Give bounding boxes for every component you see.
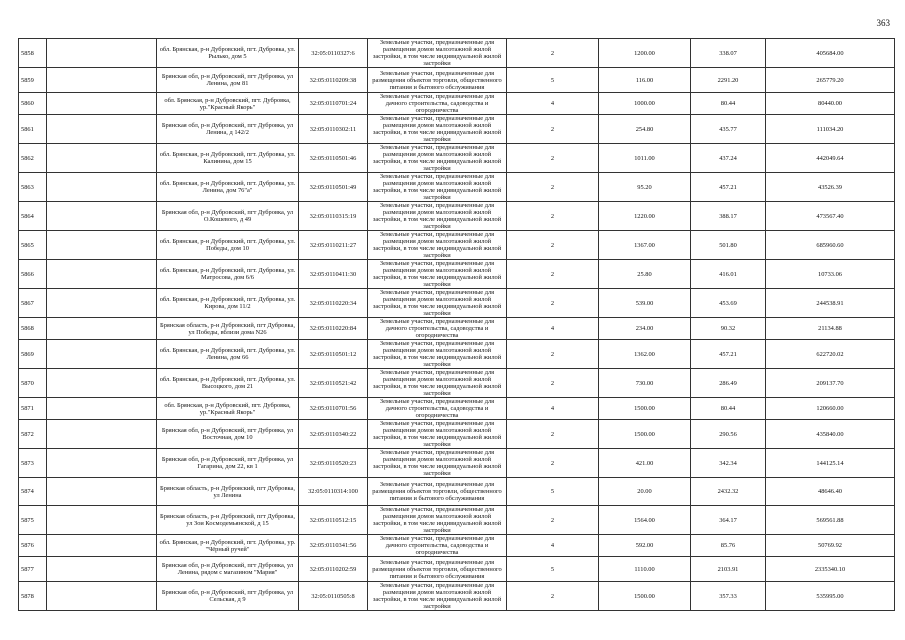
specific-value-cell: 338.07 (691, 39, 766, 68)
row-number-cell: 5861 (19, 115, 47, 144)
address-cell: обл. Брянская, р-н Дубровский, пгт. Дубровка, ул. Высоцкого, дом 21 (157, 369, 299, 398)
land-use-cell: Земельные участки, предназначенные для размещения объектов торговли, общественного питания и бытового обслуживания (368, 68, 507, 93)
use-code-cell: 2 (507, 115, 599, 144)
use-code-cell: 5 (507, 478, 599, 506)
area-cell: 234.00 (599, 318, 691, 340)
address-cell: обл. Брянская, р-н Дубровский, пгт. Дубровка, ул. Калинина, дом 15 (157, 144, 299, 173)
cadastral-number-cell: 32:05:0110520:23 (299, 449, 368, 478)
cadastral-value-cell: 435840.00 (766, 420, 895, 449)
cadastral-value-cell: 405684.00 (766, 39, 895, 68)
row-number-cell: 5872 (19, 420, 47, 449)
area-cell: 592.00 (599, 535, 691, 557)
area-cell: 1011.00 (599, 144, 691, 173)
land-use-cell: Земельные участки, предназначенные для размещения домов малоэтажной жилой застройки, в том числе индивидуальной жилой застройки (368, 340, 507, 369)
table-row (19, 202, 895, 231)
cadastral-value-cell: 569561.88 (766, 506, 895, 535)
area-cell: 1500.00 (599, 582, 691, 611)
land-use-cell: Земельные участки, предназначенные для дачного строительства, садоводства и огородничества (368, 318, 507, 340)
address-cell: Брянская область, р-н Дубровский, пгт Дубровка, ул Победы, вблизи дома N26 (157, 318, 299, 340)
table-row (19, 39, 895, 68)
address-cell: Брянская обл, р-н Дубровский, пгт Дубровка, ул Восточная, дом 10 (157, 420, 299, 449)
empty-cell (47, 420, 157, 449)
row-number-cell: 5865 (19, 231, 47, 260)
cadastral-value-cell: 48646.40 (766, 478, 895, 506)
use-code-cell: 2 (507, 289, 599, 318)
empty-cell (47, 173, 157, 202)
land-register-table (18, 38, 895, 611)
specific-value-cell: 435.77 (691, 115, 766, 144)
use-code-cell: 2 (507, 420, 599, 449)
table-row (19, 557, 895, 582)
specific-value-cell: 501.80 (691, 231, 766, 260)
cadastral-value-cell: 535995.00 (766, 582, 895, 611)
empty-cell (47, 68, 157, 93)
specific-value-cell: 342.34 (691, 449, 766, 478)
cadastral-value-cell: 209137.70 (766, 369, 895, 398)
row-number-cell: 5868 (19, 318, 47, 340)
empty-cell (47, 202, 157, 231)
land-use-cell: Земельные участки, предназначенные для размещения домов малоэтажной жилой застройки, в том числе индивидуальной жилой застройки (368, 173, 507, 202)
empty-cell (47, 340, 157, 369)
specific-value-cell: 357.33 (691, 582, 766, 611)
row-number-cell: 5875 (19, 506, 47, 535)
specific-value-cell: 388.17 (691, 202, 766, 231)
cadastral-number-cell: 32:05:0110521:42 (299, 369, 368, 398)
cadastral-number-cell: 32:05:0110411:30 (299, 260, 368, 289)
use-code-cell: 2 (507, 202, 599, 231)
table-row (19, 289, 895, 318)
use-code-cell: 2 (507, 449, 599, 478)
empty-cell (47, 289, 157, 318)
table-row (19, 449, 895, 478)
area-cell: 20.00 (599, 478, 691, 506)
use-code-cell: 5 (507, 557, 599, 582)
land-use-cell: Земельные участки, предназначенные для размещения домов малоэтажной жилой застройки, в том числе индивидуальной жилой застройки (368, 289, 507, 318)
empty-cell (47, 260, 157, 289)
cadastral-number-cell: 32:05:0110327:6 (299, 39, 368, 68)
table-row (19, 260, 895, 289)
address-cell: Брянская область, р-н Дубровский, пгт Дубровка, ул Ленина (157, 478, 299, 506)
empty-cell (47, 557, 157, 582)
land-use-cell: Земельные участки, предназначенные для размещения объектов торговли, общественного питания и бытового обслуживания (368, 557, 507, 582)
table-row (19, 398, 895, 420)
area-cell: 1200.00 (599, 39, 691, 68)
cadastral-value-cell: 120660.00 (766, 398, 895, 420)
cadastral-number-cell: 32:05:0110512:15 (299, 506, 368, 535)
specific-value-cell: 2103.91 (691, 557, 766, 582)
specific-value-cell: 90.32 (691, 318, 766, 340)
row-number-cell: 5866 (19, 260, 47, 289)
use-code-cell: 2 (507, 173, 599, 202)
table-row (19, 68, 895, 93)
area-cell: 25.80 (599, 260, 691, 289)
cadastral-value-cell: 2335340.10 (766, 557, 895, 582)
empty-cell (47, 398, 157, 420)
use-code-cell: 2 (507, 39, 599, 68)
row-number-cell: 5873 (19, 449, 47, 478)
row-number-cell: 5878 (19, 582, 47, 611)
land-use-cell: Земельные участки, предназначенные для дачного строительства, садоводства и огородничества (368, 535, 507, 557)
cadastral-value-cell: 244538.91 (766, 289, 895, 318)
land-use-cell: Земельные участки, предназначенные для размещения домов малоэтажной жилой застройки, в том числе индивидуальной жилой застройки (368, 506, 507, 535)
cadastral-number-cell: 32:05:0110701:56 (299, 398, 368, 420)
specific-value-cell: 2291.20 (691, 68, 766, 93)
address-cell: обл. Брянская, р-н Дубровский, пгт. Дубровка, ул. Кирова, дом 11/2 (157, 289, 299, 318)
table-row (19, 535, 895, 557)
cadastral-number-cell: 32:05:0110211:27 (299, 231, 368, 260)
address-cell: Брянская область, р-н Дубровский, пгт Дубровка, ул Зои Космодемьянской, д 15 (157, 506, 299, 535)
cadastral-value-cell: 111034.20 (766, 115, 895, 144)
cadastral-number-cell: 32:05:0110220:84 (299, 318, 368, 340)
cadastral-value-cell: 21134.88 (766, 318, 895, 340)
page-number: 363 (876, 18, 890, 28)
empty-cell (47, 506, 157, 535)
empty-cell (47, 369, 157, 398)
area-cell: 1110.00 (599, 557, 691, 582)
empty-cell (47, 93, 157, 115)
use-code-cell: 5 (507, 68, 599, 93)
use-code-cell: 4 (507, 398, 599, 420)
land-use-cell: Земельные участки, предназначенные для дачного строительства, садоводства и огородничества (368, 398, 507, 420)
land-use-cell: Земельные участки, предназначенные для размещения домов малоэтажной жилой застройки, в том числе индивидуальной жилой застройки (368, 144, 507, 173)
address-cell: обл. Брянская, р-н Дубровский, пгт. Дубровка, ул. Матросова, дом 6/6 (157, 260, 299, 289)
row-number-cell: 5876 (19, 535, 47, 557)
address-cell: обл. Брянская, р-н Дубровский, пгт. Дубровка, ул. Победы, дом 10 (157, 231, 299, 260)
cadastral-number-cell: 32:05:0110505:8 (299, 582, 368, 611)
land-use-cell: Земельные участки, предназначенные для размещения объектов торговли, общественного питания и бытового обслуживания (368, 478, 507, 506)
specific-value-cell: 80.44 (691, 93, 766, 115)
land-use-cell: Земельные участки, предназначенные для размещения домов малоэтажной жилой застройки, в том числе индивидуальной жилой застройки (368, 115, 507, 144)
empty-cell (47, 115, 157, 144)
table-row (19, 231, 895, 260)
land-use-cell: Земельные участки, предназначенные для размещения домов малоэтажной жилой застройки, в том числе индивидуальной жилой застройки (368, 260, 507, 289)
specific-value-cell: 457.21 (691, 340, 766, 369)
empty-cell (47, 318, 157, 340)
cadastral-number-cell: 32:05:0110209:38 (299, 68, 368, 93)
table-row (19, 420, 895, 449)
row-number-cell: 5877 (19, 557, 47, 582)
table-row (19, 318, 895, 340)
table-row (19, 93, 895, 115)
empty-cell (47, 231, 157, 260)
table-row (19, 582, 895, 611)
empty-cell (47, 39, 157, 68)
land-use-cell: Земельные участки, предназначенные для размещения домов малоэтажной жилой застройки, в том числе индивидуальной жилой застройки (368, 420, 507, 449)
use-code-cell: 2 (507, 582, 599, 611)
row-number-cell: 5870 (19, 369, 47, 398)
row-number-cell: 5864 (19, 202, 47, 231)
cadastral-value-cell: 10733.06 (766, 260, 895, 289)
address-cell: Брянская обл, р-н Дубровский, пгт Дубровка, ул Ленина, д 142/2 (157, 115, 299, 144)
land-use-cell: Земельные участки, предназначенные для размещения домов малоэтажной жилой застройки, в том числе индивидуальной жилой застройки (368, 39, 507, 68)
area-cell: 1500.00 (599, 398, 691, 420)
cadastral-number-cell: 32:05:0110341:56 (299, 535, 368, 557)
table-body (19, 39, 895, 611)
cadastral-number-cell: 32:05:0110501:12 (299, 340, 368, 369)
specific-value-cell: 290.56 (691, 420, 766, 449)
address-cell: Брянская обл, р-н Дубровский, пгт Дубровка, ул Сельская, д 9 (157, 582, 299, 611)
cadastral-number-cell: 32:05:0110701:24 (299, 93, 368, 115)
address-cell: Брянская обл, р-н Дубровский, пгт Дубровка, ул Ленина, рядом с магазином "Мария" (157, 557, 299, 582)
specific-value-cell: 457.21 (691, 173, 766, 202)
specific-value-cell: 80.44 (691, 398, 766, 420)
table-row (19, 478, 895, 506)
address-cell: Брянская обл, р-н Дубровский, пгт Дубровка, ул О.Кошевого, д 49 (157, 202, 299, 231)
area-cell: 1500.00 (599, 420, 691, 449)
area-cell: 1564.00 (599, 506, 691, 535)
specific-value-cell: 453.69 (691, 289, 766, 318)
address-cell: обл. Брянская, р-н Дубровский, пгт. Дубровка, ул. Рылько, дом 5 (157, 39, 299, 68)
cadastral-number-cell: 32:05:0110302:11 (299, 115, 368, 144)
use-code-cell: 2 (507, 260, 599, 289)
use-code-cell: 4 (507, 93, 599, 115)
cadastral-value-cell: 80440.00 (766, 93, 895, 115)
use-code-cell: 2 (507, 340, 599, 369)
area-cell: 1362.00 (599, 340, 691, 369)
area-cell: 539.00 (599, 289, 691, 318)
area-cell: 1220.00 (599, 202, 691, 231)
address-cell: обл. Брянская, р-н Дубровский, пгт. Дубровка, ур."Красный Якорь" (157, 398, 299, 420)
row-number-cell: 5862 (19, 144, 47, 173)
use-code-cell: 2 (507, 369, 599, 398)
empty-cell (47, 535, 157, 557)
table-row (19, 369, 895, 398)
address-cell: обл. Брянская, р-н Дубровский, пгт. Дубровка, ул. Ленина, дом 66 (157, 340, 299, 369)
cadastral-number-cell: 32:05:0110501:46 (299, 144, 368, 173)
row-number-cell: 5860 (19, 93, 47, 115)
area-cell: 1367.00 (599, 231, 691, 260)
row-number-cell: 5874 (19, 478, 47, 506)
empty-cell (47, 144, 157, 173)
land-use-cell: Земельные участки, предназначенные для размещения домов малоэтажной жилой застройки, в том числе индивидуальной жилой застройки (368, 202, 507, 231)
specific-value-cell: 85.76 (691, 535, 766, 557)
cadastral-value-cell: 43526.39 (766, 173, 895, 202)
cadastral-value-cell: 144125.14 (766, 449, 895, 478)
land-use-cell: Земельные участки, предназначенные для размещения домов малоэтажной жилой застройки, в том числе индивидуальной жилой застройки (368, 231, 507, 260)
specific-value-cell: 437.24 (691, 144, 766, 173)
cadastral-number-cell: 32:05:0110501:49 (299, 173, 368, 202)
address-cell: обл. Брянская, р-н Дубровский, пгт. Дубровка, ур."Красный Якорь" (157, 93, 299, 115)
table-row (19, 506, 895, 535)
land-use-cell: Земельные участки, предназначенные для дачного строительства, садоводства и огородничества (368, 93, 507, 115)
table-row (19, 144, 895, 173)
table-row (19, 340, 895, 369)
table-row (19, 173, 895, 202)
empty-cell (47, 478, 157, 506)
row-number-cell: 5863 (19, 173, 47, 202)
area-cell: 1000.00 (599, 93, 691, 115)
address-cell: обл. Брянская, р-н Дубровский, пгт. Дубровка, ул. Ленина, дом 76"а" (157, 173, 299, 202)
use-code-cell: 2 (507, 144, 599, 173)
address-cell: Брянская обл, р-н Дубровский, пгт Дубровка, ул Ленина, дом 81 (157, 68, 299, 93)
area-cell: 116.00 (599, 68, 691, 93)
specific-value-cell: 416.01 (691, 260, 766, 289)
row-number-cell: 5859 (19, 68, 47, 93)
area-cell: 421.00 (599, 449, 691, 478)
empty-cell (47, 582, 157, 611)
specific-value-cell: 286.49 (691, 369, 766, 398)
area-cell: 95.20 (599, 173, 691, 202)
cadastral-number-cell: 32:05:0110315:19 (299, 202, 368, 231)
address-cell: Брянская обл, р-н Дубровский, пгт Дубровка, ул Гагарина, дом 22, кв 1 (157, 449, 299, 478)
table-row (19, 115, 895, 144)
land-use-cell: Земельные участки, предназначенные для размещения домов малоэтажной жилой застройки, в том числе индивидуальной жилой застройки (368, 582, 507, 611)
row-number-cell: 5871 (19, 398, 47, 420)
cadastral-value-cell: 265779.20 (766, 68, 895, 93)
row-number-cell: 5869 (19, 340, 47, 369)
specific-value-cell: 364.17 (691, 506, 766, 535)
row-number-cell: 5867 (19, 289, 47, 318)
empty-cell (47, 449, 157, 478)
cadastral-value-cell: 50769.92 (766, 535, 895, 557)
specific-value-cell: 2432.32 (691, 478, 766, 506)
land-use-cell: Земельные участки, предназначенные для размещения домов малоэтажной жилой застройки, в том числе индивидуальной жилой застройки (368, 449, 507, 478)
row-number-cell: 5858 (19, 39, 47, 68)
cadastral-number-cell: 32:05:0110202:59 (299, 557, 368, 582)
area-cell: 254.80 (599, 115, 691, 144)
use-code-cell: 4 (507, 535, 599, 557)
use-code-cell: 4 (507, 318, 599, 340)
area-cell: 730.00 (599, 369, 691, 398)
use-code-cell: 2 (507, 506, 599, 535)
cadastral-number-cell: 32:05:0110314:100 (299, 478, 368, 506)
cadastral-value-cell: 473567.40 (766, 202, 895, 231)
cadastral-number-cell: 32:05:0110220:34 (299, 289, 368, 318)
address-cell: обл. Брянская, р-н Дубровский, пгт. Дубровка, ур. "Чёрный ручей" (157, 535, 299, 557)
use-code-cell: 2 (507, 231, 599, 260)
cadastral-value-cell: 442049.64 (766, 144, 895, 173)
cadastral-value-cell: 622720.02 (766, 340, 895, 369)
land-use-cell: Земельные участки, предназначенные для размещения домов малоэтажной жилой застройки, в том числе индивидуальной жилой застройки (368, 369, 507, 398)
cadastral-value-cell: 685960.60 (766, 231, 895, 260)
cadastral-number-cell: 32:05:0110340:22 (299, 420, 368, 449)
